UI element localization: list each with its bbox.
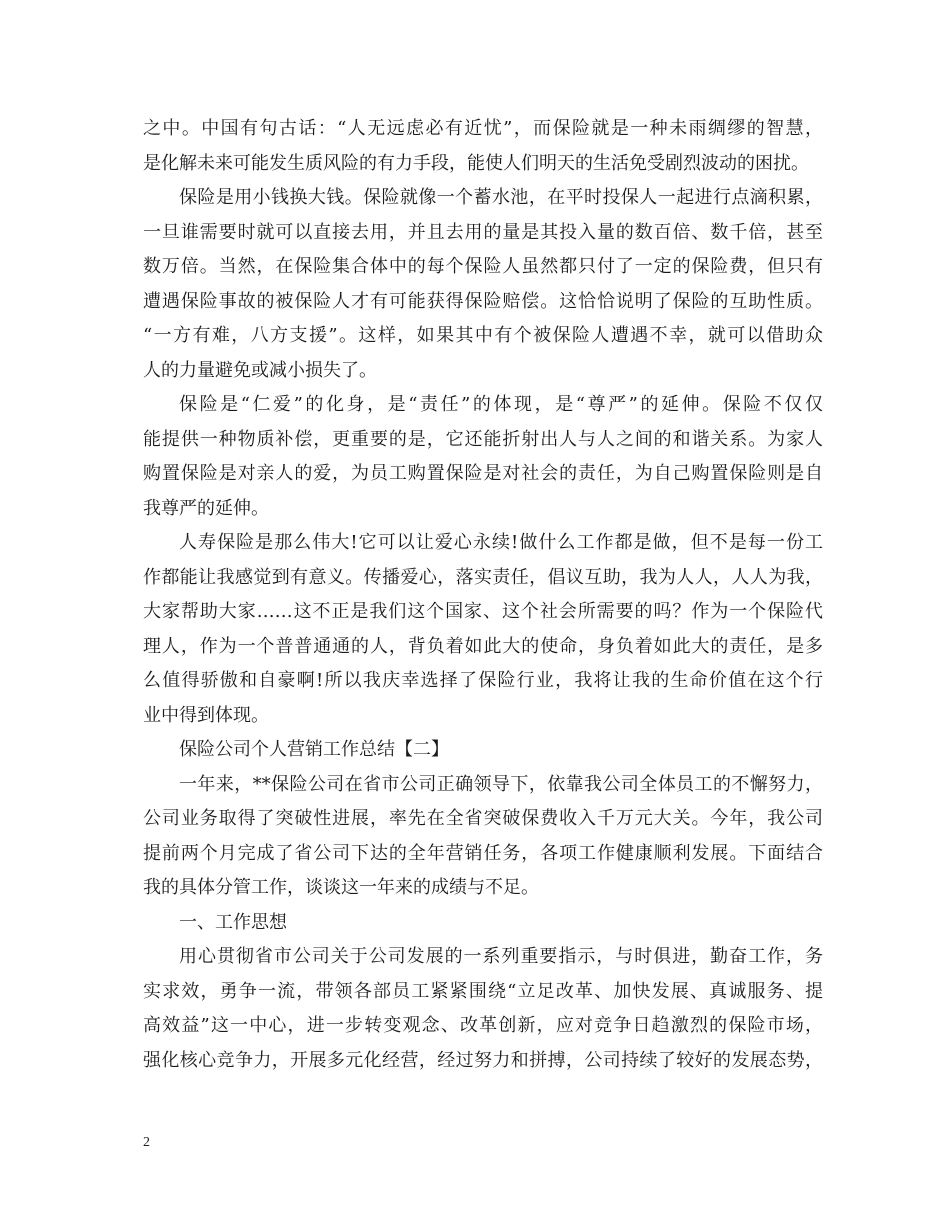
text-line: 业中得到体现。 xyxy=(143,704,269,726)
text-line: 我尊严的延伸。 xyxy=(143,497,269,519)
text-line: 保险公司个人营销工作总结【二】 xyxy=(179,739,449,760)
text-line: 强化核心竞争力，开展多元化经营，经过努力和拼搏，公司持续了较好的发展态势， xyxy=(143,1049,823,1071)
text-line: 一年来，**保险公司在省市公司正确领导下，依靠我公司全体员工的不懈努力， xyxy=(179,773,823,795)
text-line: 一、工作思想 xyxy=(179,911,287,933)
text-line: 数万倍。当然，在保险集合体中的每个保险人虽然都只付了一定的保险费，但只有 xyxy=(143,256,823,277)
text-line: 高效益”这一中心，进一步转变观念、改革创新，应对竞争日趋激烈的保险市场， xyxy=(143,1015,823,1036)
text-line: 是化解未来可能发生质风险的有力手段，能使人们明天的生活免受剧烈波动的困扰。 xyxy=(143,152,809,174)
text-line: 我的具体分管工作，谈谈这一年来的成绩与不足。 xyxy=(143,877,539,898)
text-line: 能提供一种物质补偿，更重要的是，它还能折射出人与人之间的和谐关系。为家人 xyxy=(143,428,823,450)
text-line: 实求效，勇争一流，带领各部员工紧紧围绕“立足改革、加快发展、真诚服务、提 xyxy=(143,980,823,1002)
page-number: 2 xyxy=(143,1135,150,1150)
text-line: 人的力量避免或减小损失了。 xyxy=(143,359,377,381)
text-line: 购置保险是对亲人的爱，为员工购置保险是对社会的责任，为自己购置保险则是自 xyxy=(143,463,823,484)
text-line: 遭遇保险事故的被保险人才有可能获得保险赔偿。这恰恰说明了保险的互助性质。 xyxy=(143,290,823,312)
text-line: 保险是用小钱换大钱。保险就像一个蓄水池，在平时投保人一起进行点滴积累， xyxy=(179,187,823,208)
body-text xyxy=(143,112,823,1078)
text-line: 人寿保险是那么伟大!它可以让爱心永续!做什么工作都是做，但不是每一份工 xyxy=(179,532,823,553)
text-line: 用心贯彻省市公司关于公司发展的一系列重要指示，与时俱进，勤奋工作，务 xyxy=(179,946,823,967)
text-line: “一方有难，八方支援”。这样，如果其中有个被保险人遭遇不幸，就可以借助众 xyxy=(143,325,823,346)
text-line: 作都能让我感觉到有意义。传播爱心，落实责任，倡议互助，我为人人，人人为我， xyxy=(143,566,823,588)
text-line: 一旦谁需要时就可以直接去用，并且去用的量是其投入量的数百倍、数千倍，甚至 xyxy=(143,221,823,243)
text-line: 公司业务取得了突破性进展，率先在全省突破保费收入千万元大关。今年，我公司 xyxy=(143,808,823,829)
text-line: 保险是“仁爱”的化身，是“责任”的体现，是“尊严”的延伸。保险不仅仅 xyxy=(179,394,823,415)
text-line: 么值得骄傲和自豪啊!所以我庆幸选择了保险行业，我将让我的生命价值在这个行 xyxy=(143,670,823,691)
text-line: 理人，作为一个普普通通的人，背负着如此大的使命，身负着如此大的责任，是多 xyxy=(143,635,823,657)
text-line: 提前两个月完成了省公司下达的全年营销任务，各项工作健康顺利发展。下面结合 xyxy=(143,842,823,864)
text-line: 之中。中国有句古话：“人无远虑必有近忧”，而保险就是一种未雨绸缪的智慧， xyxy=(143,118,823,139)
text-line: 大家帮助大家……这不正是我们这个国家、这个社会所需要的吗？作为一个保险代 xyxy=(143,601,823,622)
